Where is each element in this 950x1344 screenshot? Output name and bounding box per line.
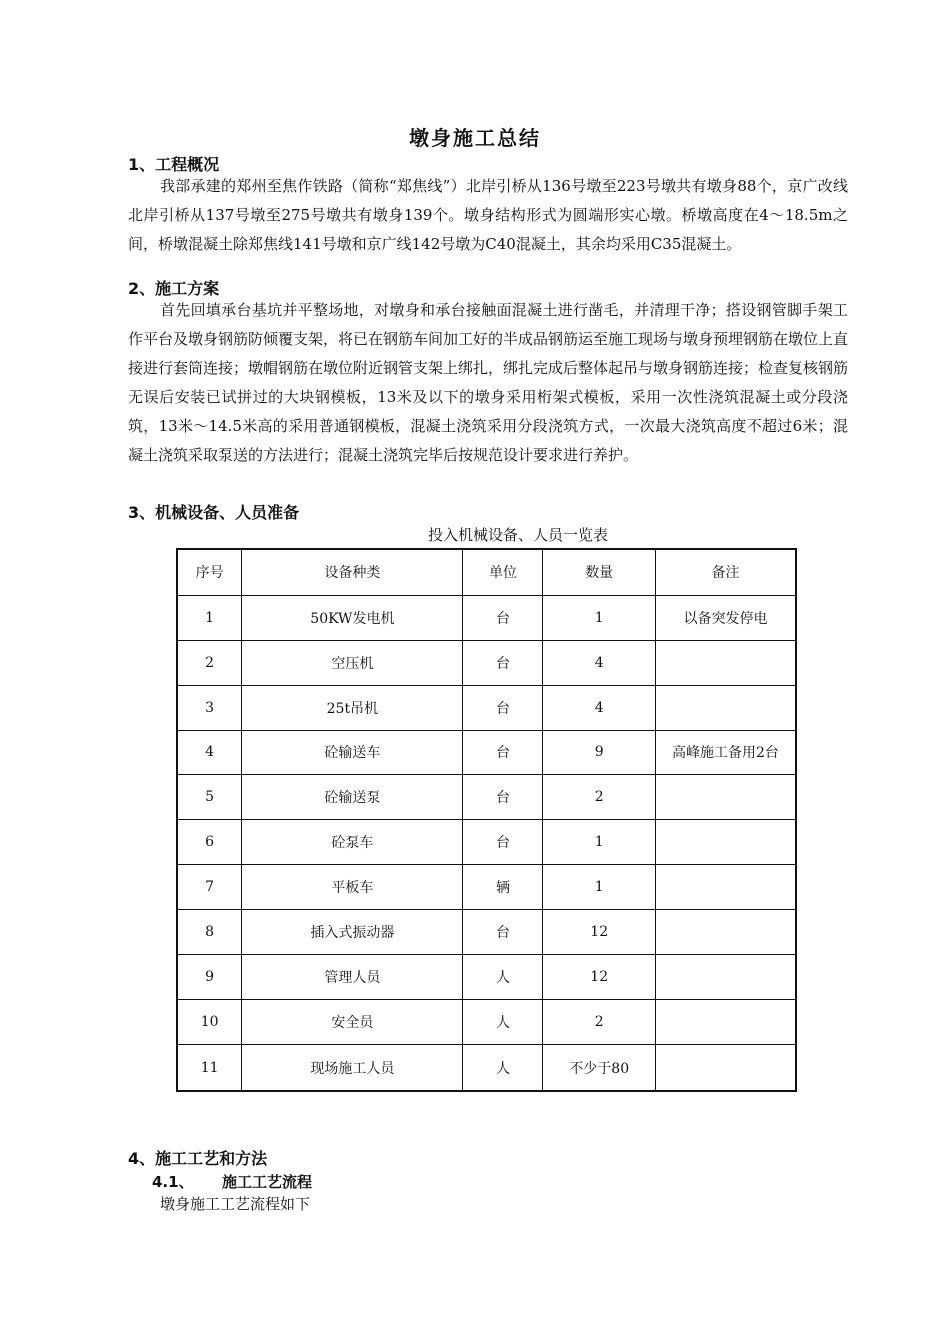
table-cell	[655, 775, 796, 820]
table-header-row	[177, 549, 796, 595]
table-cell: 10	[177, 1000, 242, 1045]
table-cell: 管理人员	[242, 955, 463, 1000]
section-body-process: 墩身施工工艺流程如下	[160, 1195, 311, 1213]
table-row	[177, 775, 796, 820]
section-body-overview: 我部承建的郑州至焦作铁路（简称“郑焦线”）北岸引桥从136号墩至223号墩共有墩身88个，京广改线北岸引桥从137号墩至275号墩共有墩身139个。墩身结构形式为圆端形实心墩。桥墩高度在4～18.5m之间，桥墩混凝土除郑焦线141号墩和京广线142号墩为C40混凝土，其余均采用C35混凝土。	[128, 177, 848, 253]
table-cell	[655, 1045, 796, 1091]
table-cell: 7	[177, 865, 242, 910]
table-cell: 1	[543, 820, 656, 865]
table-cell	[655, 1000, 796, 1045]
section-body-plan: 首先回填承台基坑并平整场地，对墩身和承台接触面混凝土进行凿毛，并清理干净；搭设钢管脚手架工作平台及墩身钢筋防倾覆支架，将已在钢筋车间加工好的半成品钢筋运至施工现场与墩身预埋钢筋在墩位上直接进行套筒连接；墩帽钢筋在墩位附近钢管支架上绑扎，绑扎完成后整体起吊与墩身钢筋连接；检查复核钢筋无误后安装已试拼过的大块钢模板，13米及以下的墩身采用桁架式模板，采用一次性浇筑混凝土或分段浇筑，13米～14.5米高的采用普通钢模板，混凝土浇筑采用分段浇筑方式，一次最大浇筑高度不超过6米；混凝土浇筑采取泵送的方法进行；混凝土浇筑完毕后按规范设计要求进行养护。	[128, 301, 849, 464]
table-row	[177, 910, 796, 955]
table-cell: 12	[543, 955, 656, 1000]
table-cell: 2	[543, 775, 656, 820]
table-cell: 2	[177, 640, 242, 685]
page-title: 墩身施工总结	[409, 126, 541, 150]
table-cell: 现场施工人员	[242, 1045, 463, 1091]
column-header: 备注	[655, 549, 796, 595]
table-row	[177, 1045, 796, 1091]
column-header: 序号	[177, 549, 242, 595]
table-cell: 人	[463, 955, 543, 1000]
section-heading-equipment: 3、机械设备、人员准备	[128, 503, 300, 522]
table-row	[177, 730, 796, 775]
table-cell: 5	[177, 775, 242, 820]
table-cell: 空压机	[242, 640, 463, 685]
equipment-table	[176, 548, 797, 1092]
table-cell: 砼泵车	[242, 820, 463, 865]
column-header: 单位	[463, 549, 543, 595]
table-cell	[655, 865, 796, 910]
table-cell: 9	[543, 730, 656, 775]
table-cell: 辆	[463, 865, 543, 910]
table-cell	[655, 955, 796, 1000]
table-cell: 2	[543, 1000, 656, 1045]
table-row	[177, 685, 796, 730]
table-row	[177, 595, 796, 640]
table-cell: 25t吊机	[242, 685, 463, 730]
column-header: 设备种类	[242, 549, 463, 595]
table-cell: 1	[543, 595, 656, 640]
table-cell: 4	[543, 685, 656, 730]
table-cell: 3	[177, 685, 242, 730]
table-row	[177, 955, 796, 1000]
table-cell: 不少于80	[543, 1045, 656, 1091]
table-row	[177, 640, 796, 685]
table-cell: 4	[543, 640, 656, 685]
table-row	[177, 1000, 796, 1045]
table-cell: 砼输送车	[242, 730, 463, 775]
table-cell: 50KW发电机	[242, 595, 463, 640]
table-cell	[655, 685, 796, 730]
table-cell: 人	[463, 1045, 543, 1091]
table-cell	[655, 910, 796, 955]
table-cell: 台	[463, 910, 543, 955]
table-cell: 6	[177, 820, 242, 865]
column-header: 数量	[543, 549, 656, 595]
table-cell: 1	[177, 595, 242, 640]
section-heading-overview: 1、工程概况	[128, 155, 220, 174]
table-row	[177, 865, 796, 910]
table-cell: 8	[177, 910, 242, 955]
table-cell: 安全员	[242, 1000, 463, 1045]
table-cell	[655, 820, 796, 865]
table-caption: 投入机械设备、人员一览表	[427, 526, 608, 544]
subsection-title: 施工工艺流程	[222, 1173, 313, 1191]
table-cell: 人	[463, 1000, 543, 1045]
section-heading-plan: 2、施工方案	[128, 279, 220, 298]
table-cell: 台	[463, 820, 543, 865]
table-cell: 平板车	[242, 865, 463, 910]
section-heading-process: 4、施工工艺和方法	[128, 1149, 268, 1168]
table-cell: 台	[463, 730, 543, 775]
table-cell	[655, 640, 796, 685]
table-cell: 12	[543, 910, 656, 955]
table-cell: 以备突发停电	[655, 595, 796, 640]
table-row	[177, 820, 796, 865]
table-cell: 11	[177, 1045, 242, 1091]
table-cell: 4	[177, 730, 242, 775]
table-cell: 台	[463, 775, 543, 820]
table-cell: 9	[177, 955, 242, 1000]
table-cell: 台	[463, 640, 543, 685]
table-cell: 台	[463, 685, 543, 730]
table-cell: 1	[543, 865, 656, 910]
table-cell: 台	[463, 595, 543, 640]
table-cell: 高峰施工备用2台	[655, 730, 796, 775]
table-cell: 插入式振动器	[242, 910, 463, 955]
subsection-number: 4.1、	[152, 1173, 194, 1191]
table-cell: 砼输送泵	[242, 775, 463, 820]
subsection-heading	[152, 1171, 312, 1192]
